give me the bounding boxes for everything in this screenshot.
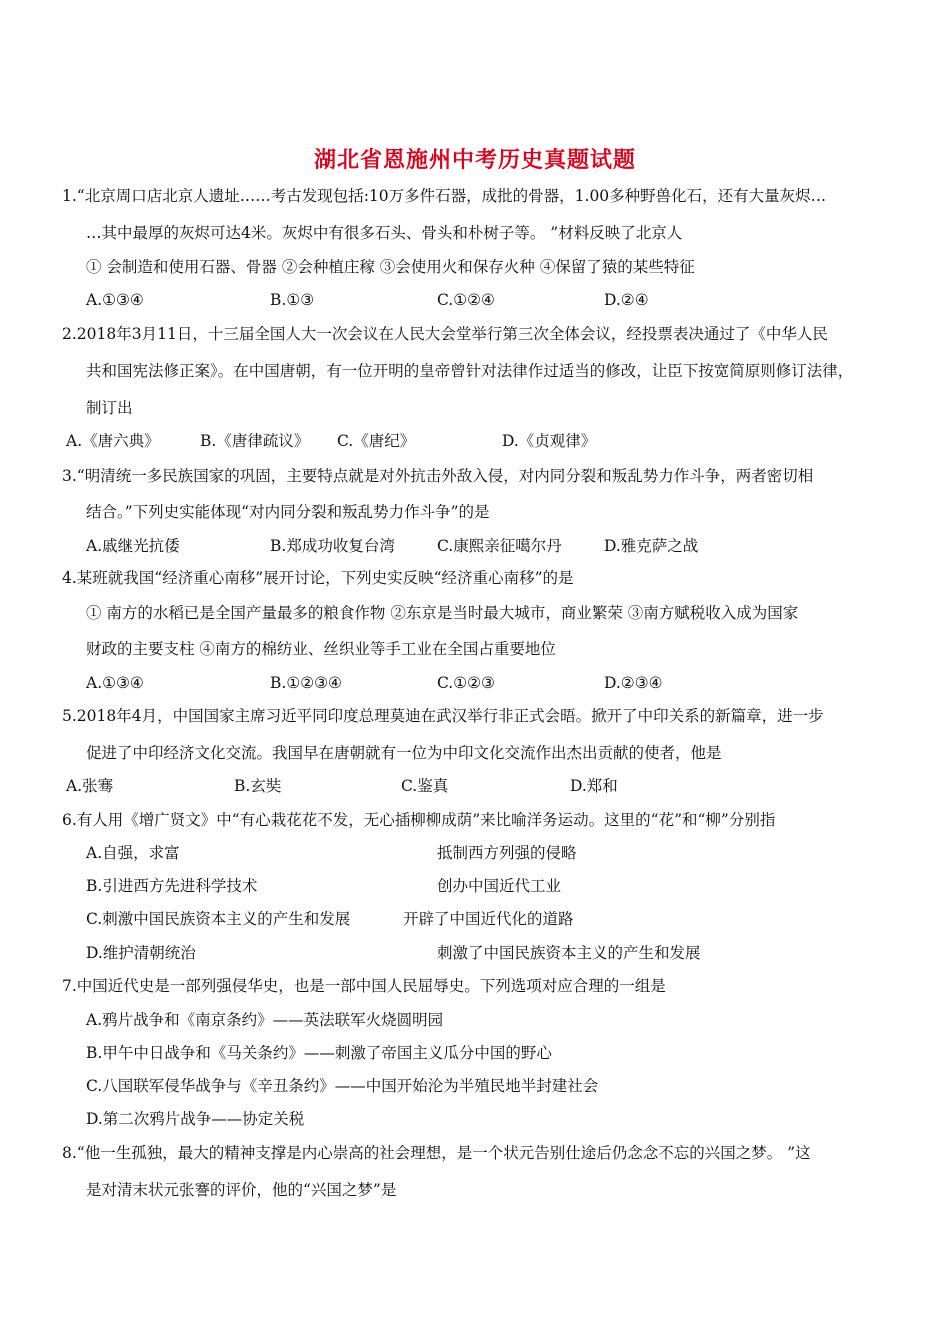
q5-stem-line1: 5.2018年4月，中国国家主席习近平同印度总理莫迪在武汉举行非正式会晤。掀开了中印关系的新篇章，进一步: [62, 707, 824, 725]
q4-option-c: C.①②③: [437, 674, 495, 692]
q3-option-b: B.郑成功收复台湾: [270, 537, 395, 555]
q2-option-a: A.《唐六典》: [66, 432, 160, 450]
q3-option-c: C.康熙亲征噶尔丹: [437, 537, 562, 555]
q1-statements: ① 会制造和使用石器、骨器 ②会种植庄稼 ③会使用火和保存火种 ④保留了猿的某些特征: [86, 258, 695, 276]
q6-option-c-left: C.刺激中国民族资本主义的产生和发展: [86, 910, 351, 928]
q7-stem: 7.中国近代史是一部列强侵华史，也是一部中国人民屈辱史。下列选项对应合理的一组是: [62, 977, 666, 995]
q2-stem-line3: 制订出: [86, 399, 133, 417]
q6-option-c-right: 开辟了中国近代化的道路: [403, 910, 574, 928]
q4-stem-line1: 4.某班就我国“经济重心南移”展开讨论，下列史实反映“经济重心南移”的是: [62, 569, 574, 587]
q1-option-b: B.①③: [270, 291, 315, 309]
q7-option-a: A.鸦片战争和《南京条约》——英法联军火烧圆明园: [86, 1011, 444, 1029]
q5-option-a: A.张骞: [66, 777, 114, 795]
q4-option-d: D.②③④: [604, 674, 663, 692]
q7-option-b: B.甲午中日战争和《马关条约》——刺激了帝国主义瓜分中国的野心: [86, 1044, 552, 1062]
q5-option-b: B.玄奘: [234, 777, 282, 795]
q2-option-b: B.《唐律疏议》: [200, 432, 310, 450]
q7-option-c: C.八国联军侵华战争与《辛丑条约》——中国开始沦为半殖民地半封建社会: [86, 1077, 599, 1095]
q6-stem: 6.有人用《增广贤文》中“有心栽花花不发，无心插柳柳成荫”来比喻洋务运动。这里的“花”和“柳”分别指: [62, 811, 776, 829]
q5-option-c: C.鉴真: [401, 777, 449, 795]
q3-stem-line1: 3.“明清统一多民族国家的巩固，主要特点就是对外抗击外敌入侵，对内同分裂和叛乱势力作斗争，两者密切相: [62, 467, 814, 485]
q2-stem-line1: 2.2018年3月11日，十三届全国人大一次会议在人民大会堂举行第三次全体会议，经投票表决通过了《中华人民: [62, 325, 828, 343]
q6-option-b-left: B.引进西方先进科学技术: [86, 877, 258, 895]
q4-option-b: B.①②③④: [270, 674, 342, 692]
q1-option-c: C.①②④: [437, 291, 495, 309]
q8-stem-line2: 是对清末状元张謇的评价，他的“兴国之梦”是: [86, 1181, 397, 1199]
q3-stem-line2: 结合。”下列史实能体现“对内同分裂和叛乱势力作斗争”的是: [86, 503, 490, 521]
q8-stem-line1: 8.“他一生孤独，最大的精神支撑是内心崇高的社会理想，是一个状元告别仕途后仍念念不忘的兴国之梦。 ”这: [62, 1144, 811, 1162]
page-title: 湖北省恩施州中考历史真题试题: [313, 148, 636, 173]
q6-option-a-right: 抵制西方列强的侵略: [437, 844, 577, 862]
q6-option-a-left: A.自强，求富: [86, 844, 180, 862]
q2-option-d: D.《贞观律》: [502, 432, 597, 450]
q7-option-d: D.第二次鸦片战争——协定关税: [86, 1110, 305, 1128]
q6-option-d-right: 刺激了中国民族资本主义的产生和发展: [437, 944, 701, 962]
q1-stem-line2: …其中最厚的灰烬可达4米。灰烬中有很多石头、骨头和朴树子等。 ”材料反映了北京人: [86, 224, 683, 242]
q5-option-d: D.郑和: [570, 777, 618, 795]
q1-stem-line1: 1.“北京周口店北京人遗址……考古发现包括:10万多件石器，成批的骨器，1.00多种野兽化石，还有大量灰烬…: [62, 187, 827, 205]
q3-option-a: A.戚继光抗倭: [86, 537, 180, 555]
q3-option-d: D.雅克萨之战: [604, 537, 699, 555]
q4-option-a: A.①③④: [86, 674, 144, 692]
q6-option-d-left: D.维护清朝统治: [86, 944, 196, 962]
q2-stem-line2: 共和国宪法修正案》。在中国唐朝，有一位开明的皇帝曾针对法律作过适当的修改，让臣下按宽简原则修订法律，: [86, 362, 854, 380]
q1-option-a: A.①③④: [86, 291, 144, 309]
q4-statements-line2: 财政的主要支柱 ④南方的棉纺业、丝织业等手工业在全国占重要地位: [86, 640, 556, 658]
q6-option-b-right: 创办中国近代工业: [437, 877, 562, 895]
q4-statements-line1: ① 南方的水稻已是全国产量最多的粮食作物 ②东京是当时最大城市，商业繁荣 ③南方赋税收入成为国家: [86, 604, 799, 622]
q1-option-d: D.②④: [604, 291, 649, 309]
q5-stem-line2: 促进了中印经济文化交流。我国早在唐朝就有一位为中印文化交流作出杰出贡献的使者，他是: [86, 744, 722, 762]
q2-option-c: C.《唐纪》: [337, 432, 416, 450]
